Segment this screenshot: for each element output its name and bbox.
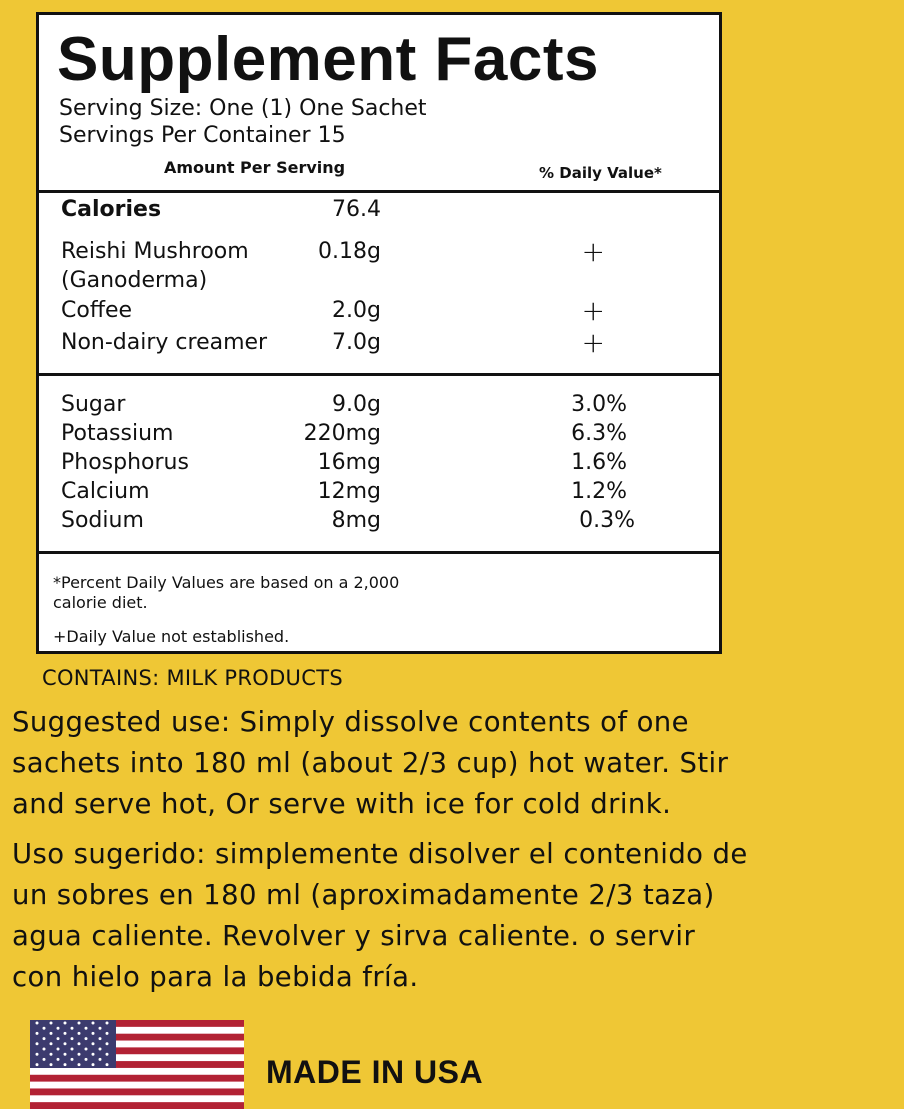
text-line: sachets into 180 ml (about 2/3 cup) hot water. Stir	[12, 747, 729, 779]
daily-value-footnote	[53, 573, 399, 613]
ingredient-name: Coffee	[61, 298, 133, 323]
nutrient-amount: 9.0g	[332, 392, 381, 417]
ingredient-dv: +	[581, 326, 605, 359]
serving-size: Serving Size: One (1) One Sachet	[59, 96, 427, 121]
nutrient-dv: 3.0%	[571, 392, 627, 417]
divider	[39, 551, 719, 554]
nutrient-dv: 6.3%	[571, 421, 627, 446]
nutrient-row	[39, 448, 719, 478]
divider	[39, 373, 719, 376]
us-flag-icon	[30, 1020, 244, 1109]
allergen-statement: CONTAINS: MILK PRODUCTS	[42, 666, 343, 690]
servings-per-container: Servings Per Container 15	[59, 123, 346, 148]
text-line: un sobres en 180 ml (aproximadamente 2/3 taza)	[12, 879, 715, 911]
ingredient-amount: 2.0g	[332, 298, 381, 323]
made-in-usa-label: MADE IN USA	[266, 1054, 484, 1090]
ingredient-row	[39, 296, 719, 326]
amount-per-serving-header: Amount Per Serving	[164, 158, 346, 177]
suggested-use-english	[12, 702, 904, 825]
calories-row	[39, 195, 719, 225]
text-line: agua caliente. Revolver y sirva caliente. o servir	[12, 920, 696, 952]
nutrient-amount: 16mg	[317, 450, 381, 475]
ingredient-name: Reishi Mushroom	[61, 239, 249, 264]
ingredient-name: Non-dairy creamer	[61, 330, 268, 355]
nutrient-name: Potassium	[61, 421, 174, 446]
nutrient-amount: 220mg	[303, 421, 381, 446]
nutrient-name: Phosphorus	[61, 450, 189, 475]
nutrient-dv: 1.6%	[571, 450, 627, 475]
ingredient-amount: 7.0g	[332, 330, 381, 355]
nutrient-name: Sugar	[61, 392, 126, 417]
text-line: con hielo para la bebida fría.	[12, 961, 419, 993]
not-established-footnote: +Daily Value not established.	[53, 627, 290, 646]
nutrient-row	[39, 419, 719, 449]
daily-value-header: % Daily Value*	[539, 164, 662, 182]
ingredient-row-continued	[39, 266, 719, 296]
footnote-line: *Percent Daily Values are based on a 2,000	[53, 573, 400, 592]
calories-amount: 76.4	[332, 197, 381, 222]
facts-title: Supplement Facts	[57, 25, 599, 94]
nutrient-amount: 12mg	[317, 479, 381, 504]
ingredient-dv: +	[581, 235, 605, 268]
nutrient-row	[39, 477, 719, 507]
supplement-facts-panel	[36, 12, 722, 654]
nutrient-dv: 0.3%	[579, 508, 635, 533]
ingredient-dv: +	[581, 294, 605, 327]
nutrient-row	[39, 390, 719, 420]
footnote-line: calorie diet.	[53, 593, 148, 612]
ingredient-amount: 0.18g	[318, 239, 381, 264]
suggested-use-spanish	[12, 834, 904, 998]
text-line: and serve hot, Or serve with ice for cold drink.	[12, 788, 672, 820]
nutrient-name: Sodium	[61, 508, 144, 533]
nutrient-amount: 8mg	[331, 508, 381, 533]
nutrient-name: Calcium	[61, 479, 150, 504]
divider	[39, 190, 719, 193]
ingredient-row	[39, 328, 719, 358]
ingredient-name-line2: (Ganoderma)	[61, 268, 208, 293]
text-line: Suggested use: Simply dissolve contents of one	[12, 706, 689, 738]
nutrient-row	[39, 506, 719, 536]
ingredient-row	[39, 237, 719, 267]
nutrient-dv: 1.2%	[571, 479, 627, 504]
text-line: Uso sugerido: simplemente disolver el contenido de	[12, 838, 748, 870]
calories-label: Calories	[61, 197, 162, 222]
